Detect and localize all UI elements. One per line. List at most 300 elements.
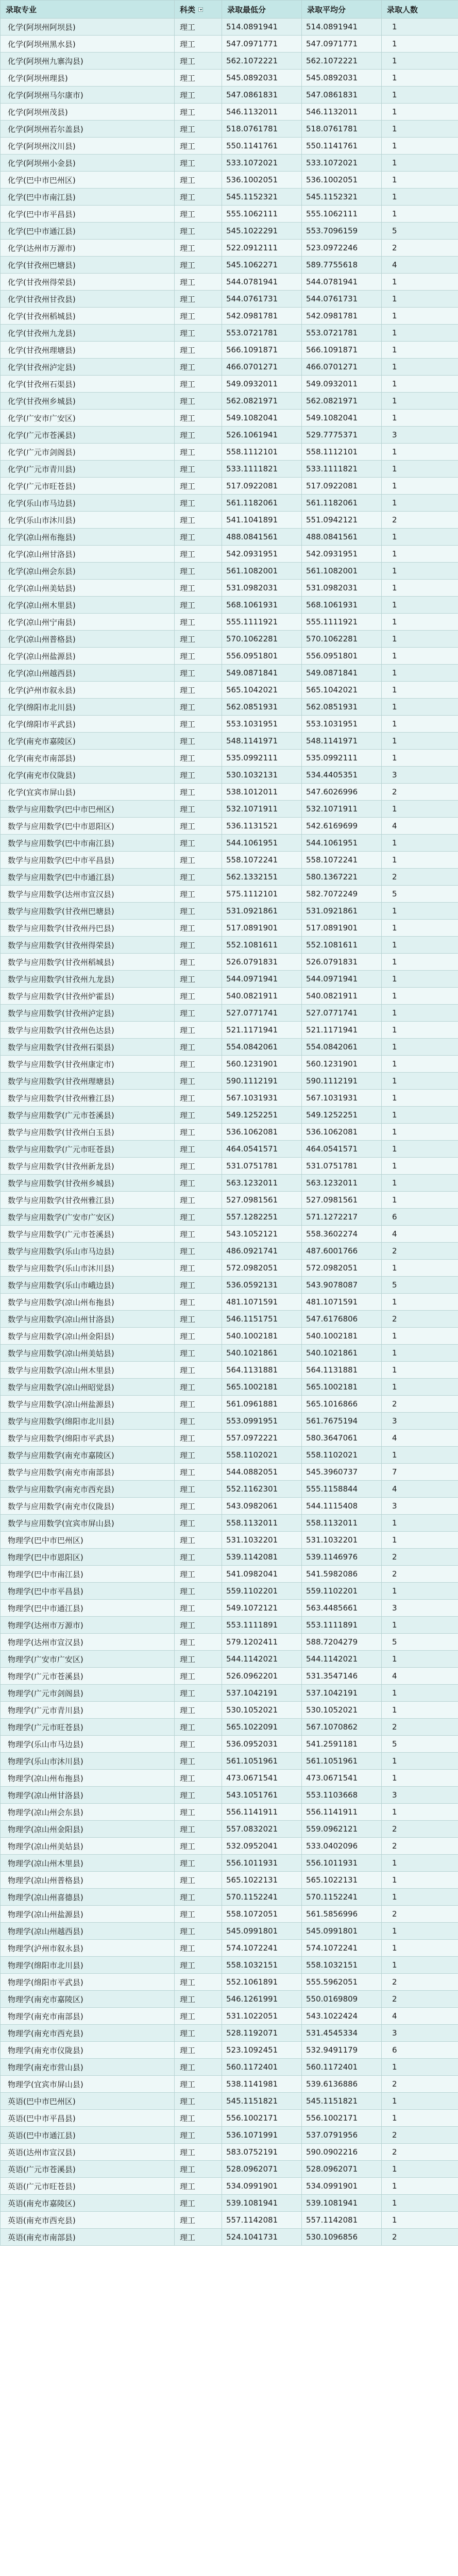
cell-subject[interactable]: 理工 [175, 665, 222, 682]
cell-major[interactable]: 物理学(凉山州越西县) [1, 1923, 175, 1940]
cell-avg-score[interactable]: 523.0972246 [302, 240, 382, 257]
cell-major[interactable]: 数学与应用数学(甘孜州理塘县) [1, 1073, 175, 1090]
header-min-score[interactable]: 录取最低分 [222, 1, 302, 19]
cell-avg-score[interactable]: 541.2591181 [302, 1736, 382, 1753]
table-row[interactable] [1, 784, 458, 801]
table-row[interactable] [1, 325, 458, 342]
table-row[interactable] [1, 1906, 458, 1923]
cell-major[interactable]: 化学(达州市万源市) [1, 240, 175, 257]
cell-min-score[interactable]: 531.1032201 [222, 1532, 302, 1549]
table-row[interactable] [1, 1073, 458, 1090]
cell-count[interactable]: 2 [382, 2144, 458, 2161]
table-row[interactable] [1, 1583, 458, 1600]
cell-subject[interactable]: 理工 [175, 563, 222, 580]
cell-min-score[interactable]: 565.1022091 [222, 1719, 302, 1736]
cell-count[interactable]: 1 [382, 53, 458, 70]
cell-avg-score[interactable]: 532.1071911 [302, 801, 382, 818]
cell-min-score[interactable]: 533.1111821 [222, 461, 302, 478]
table-row[interactable] [1, 937, 458, 954]
cell-avg-score[interactable]: 555.5962051 [302, 1974, 382, 1991]
cell-avg-score[interactable]: 534.4405351 [302, 767, 382, 784]
cell-subject[interactable]: 理工 [175, 1328, 222, 1345]
cell-subject[interactable]: 理工 [175, 1685, 222, 1702]
cell-count[interactable]: 1 [382, 121, 458, 138]
cell-subject[interactable]: 理工 [175, 257, 222, 274]
cell-avg-score[interactable]: 554.0842061 [302, 1039, 382, 1056]
cell-min-score[interactable]: 488.0841561 [222, 529, 302, 546]
cell-major[interactable]: 化学(凉山州布拖县) [1, 529, 175, 546]
cell-count[interactable]: 1 [382, 1957, 458, 1974]
cell-count[interactable]: 1 [382, 971, 458, 988]
cell-min-score[interactable]: 561.0961881 [222, 1396, 302, 1413]
cell-subject[interactable]: 理工 [175, 1481, 222, 1498]
cell-count[interactable]: 1 [382, 597, 458, 614]
cell-major[interactable]: 数学与应用数学(凉山州昭觉县) [1, 1379, 175, 1396]
table-row[interactable] [1, 580, 458, 597]
cell-count[interactable]: 1 [382, 682, 458, 699]
cell-min-score[interactable]: 564.1131881 [222, 1362, 302, 1379]
table-row[interactable] [1, 512, 458, 529]
cell-major[interactable]: 物理学(凉山州布拖县) [1, 1770, 175, 1787]
table-row[interactable] [1, 1685, 458, 1702]
cell-avg-score[interactable]: 542.6169699 [302, 818, 382, 835]
cell-major[interactable]: 英语(广元市苍溪县) [1, 2161, 175, 2178]
cell-count[interactable]: 1 [382, 359, 458, 376]
cell-min-score[interactable]: 542.0981781 [222, 308, 302, 325]
cell-avg-score[interactable]: 555.1158844 [302, 1481, 382, 1498]
cell-min-score[interactable]: 518.0761781 [222, 121, 302, 138]
cell-major[interactable]: 物理学(南充市南部县) [1, 2008, 175, 2025]
cell-count[interactable]: 5 [382, 1634, 458, 1651]
cell-min-score[interactable]: 531.1022051 [222, 2008, 302, 2025]
cell-min-score[interactable]: 546.1132011 [222, 104, 302, 121]
cell-min-score[interactable]: 544.0882051 [222, 1464, 302, 1481]
table-row[interactable] [1, 1719, 458, 1736]
cell-major[interactable]: 化学(阿坝州黑水县) [1, 36, 175, 53]
cell-major[interactable]: 数学与应用数学(甘孜州九龙县) [1, 971, 175, 988]
table-row[interactable] [1, 427, 458, 444]
cell-min-score[interactable]: 549.1082041 [222, 410, 302, 427]
cell-avg-score[interactable]: 556.1002171 [302, 2110, 382, 2127]
cell-avg-score[interactable]: 558.1112101 [302, 444, 382, 461]
table-row[interactable] [1, 2178, 458, 2195]
cell-min-score[interactable]: 558.1032151 [222, 1957, 302, 1974]
cell-avg-score[interactable]: 514.0891941 [302, 19, 382, 36]
cell-subject[interactable]: 理工 [175, 1515, 222, 1532]
table-row[interactable] [1, 1549, 458, 1566]
table-row[interactable] [1, 2229, 458, 2246]
cell-subject[interactable]: 理工 [175, 1906, 222, 1923]
cell-major[interactable]: 物理学(巴中市恩阳区) [1, 1549, 175, 1566]
cell-avg-score[interactable]: 533.0402096 [302, 1838, 382, 1855]
table-row[interactable] [1, 444, 458, 461]
cell-avg-score[interactable]: 531.0751781 [302, 1158, 382, 1175]
cell-min-score[interactable]: 536.1071991 [222, 2127, 302, 2144]
cell-major[interactable]: 化学(南充市南部县) [1, 750, 175, 767]
cell-count[interactable]: 1 [382, 461, 458, 478]
cell-count[interactable]: 2 [382, 512, 458, 529]
cell-avg-score[interactable]: 549.1252251 [302, 1107, 382, 1124]
cell-min-score[interactable]: 523.1092451 [222, 2042, 302, 2059]
table-row[interactable] [1, 1974, 458, 1991]
cell-count[interactable]: 1 [382, 2110, 458, 2127]
cell-subject[interactable]: 理工 [175, 1226, 222, 1243]
cell-count[interactable]: 1 [382, 342, 458, 359]
cell-count[interactable]: 3 [382, 1498, 458, 1515]
cell-major[interactable]: 英语(南充市西充县) [1, 2212, 175, 2229]
cell-avg-score[interactable]: 571.1272217 [302, 1209, 382, 1226]
cell-subject[interactable]: 理工 [175, 121, 222, 138]
cell-count[interactable]: 1 [382, 2212, 458, 2229]
table-row[interactable] [1, 138, 458, 155]
cell-subject[interactable]: 理工 [175, 2161, 222, 2178]
table-row[interactable] [1, 53, 458, 70]
table-row[interactable] [1, 1430, 458, 1447]
cell-avg-score[interactable]: 533.1111821 [302, 461, 382, 478]
cell-subject[interactable]: 理工 [175, 546, 222, 563]
cell-major[interactable]: 数学与应用数学(巴中市南江县) [1, 835, 175, 852]
cell-count[interactable]: 7 [382, 1464, 458, 1481]
cell-avg-score[interactable]: 561.1082001 [302, 563, 382, 580]
cell-major[interactable]: 数学与应用数学(凉山州金阳县) [1, 1328, 175, 1345]
cell-count[interactable]: 1 [382, 716, 458, 733]
cell-count[interactable]: 2 [382, 1838, 458, 1855]
table-row[interactable] [1, 1668, 458, 1685]
cell-count[interactable]: 1 [382, 801, 458, 818]
table-row[interactable] [1, 1532, 458, 1549]
cell-avg-score[interactable]: 521.1171941 [302, 1022, 382, 1039]
cell-avg-score[interactable]: 558.3602274 [302, 1226, 382, 1243]
cell-count[interactable]: 3 [382, 2025, 458, 2042]
cell-count[interactable]: 1 [382, 1617, 458, 1634]
cell-avg-score[interactable]: 535.0992111 [302, 750, 382, 767]
cell-min-score[interactable]: 531.0921861 [222, 903, 302, 920]
cell-avg-score[interactable]: 534.0991901 [302, 2178, 382, 2195]
cell-subject[interactable]: 理工 [175, 1702, 222, 1719]
cell-count[interactable]: 6 [382, 2042, 458, 2059]
cell-avg-score[interactable]: 562.0821971 [302, 393, 382, 410]
cell-count[interactable]: 2 [382, 1974, 458, 1991]
cell-count[interactable]: 5 [382, 223, 458, 240]
table-row[interactable] [1, 1039, 458, 1056]
table-row[interactable] [1, 818, 458, 835]
cell-major[interactable]: 数学与应用数学(凉山州甘洛县) [1, 1311, 175, 1328]
cell-count[interactable]: 1 [382, 1362, 458, 1379]
cell-min-score[interactable]: 539.1081941 [222, 2195, 302, 2212]
cell-major[interactable]: 物理学(宜宾市屏山县) [1, 2076, 175, 2093]
cell-avg-score[interactable]: 549.0932011 [302, 376, 382, 393]
cell-count[interactable]: 1 [382, 699, 458, 716]
cell-avg-score[interactable]: 487.6001766 [302, 1243, 382, 1260]
cell-min-score[interactable]: 543.1051761 [222, 1787, 302, 1804]
cell-avg-score[interactable]: 545.0892031 [302, 70, 382, 87]
cell-min-score[interactable]: 556.1141911 [222, 1804, 302, 1821]
cell-min-score[interactable]: 540.0821911 [222, 988, 302, 1005]
cell-avg-score[interactable]: 561.5856996 [302, 1906, 382, 1923]
cell-avg-score[interactable]: 517.0891901 [302, 920, 382, 937]
cell-subject[interactable]: 理工 [175, 342, 222, 359]
cell-subject[interactable]: 理工 [175, 852, 222, 869]
cell-avg-score[interactable]: 565.1042021 [302, 682, 382, 699]
cell-subject[interactable]: 理工 [175, 495, 222, 512]
cell-count[interactable]: 1 [382, 563, 458, 580]
cell-min-score[interactable]: 572.0982051 [222, 1260, 302, 1277]
cell-major[interactable]: 数学与应用数学(甘孜州石渠县) [1, 1039, 175, 1056]
table-row[interactable] [1, 1957, 458, 1974]
cell-major[interactable]: 物理学(巴中市平昌县) [1, 1583, 175, 1600]
cell-min-score[interactable]: 570.1062281 [222, 631, 302, 648]
cell-min-score[interactable]: 565.1022131 [222, 1872, 302, 1889]
cell-avg-score[interactable]: 464.0541571 [302, 1141, 382, 1158]
cell-major[interactable]: 化学(凉山州普格县) [1, 631, 175, 648]
table-row[interactable] [1, 2076, 458, 2093]
cell-min-score[interactable]: 517.0922081 [222, 478, 302, 495]
cell-count[interactable]: 2 [382, 1991, 458, 2008]
cell-subject[interactable]: 理工 [175, 1039, 222, 1056]
cell-subject[interactable]: 理工 [175, 1770, 222, 1787]
cell-count[interactable]: 1 [382, 2093, 458, 2110]
cell-count[interactable]: 1 [382, 937, 458, 954]
cell-subject[interactable]: 理工 [175, 1583, 222, 1600]
table-row[interactable] [1, 1600, 458, 1617]
cell-subject[interactable]: 理工 [175, 1838, 222, 1855]
cell-count[interactable]: 1 [382, 325, 458, 342]
cell-avg-score[interactable]: 537.1042191 [302, 1685, 382, 1702]
cell-major[interactable]: 化学(巴中市巴州区) [1, 172, 175, 189]
cell-count[interactable]: 1 [382, 410, 458, 427]
cell-major[interactable]: 数学与应用数学(巴中市平昌县) [1, 852, 175, 869]
cell-subject[interactable]: 理工 [175, 886, 222, 903]
cell-major[interactable]: 数学与应用数学(广安市广安区) [1, 1209, 175, 1226]
cell-min-score[interactable]: 530.1052021 [222, 1702, 302, 1719]
cell-avg-score[interactable]: 563.4485661 [302, 1600, 382, 1617]
cell-min-score[interactable]: 553.0991951 [222, 1413, 302, 1430]
cell-avg-score[interactable]: 553.0721781 [302, 325, 382, 342]
cell-subject[interactable]: 理工 [175, 359, 222, 376]
cell-avg-score[interactable]: 473.0671541 [302, 1770, 382, 1787]
cell-avg-score[interactable]: 589.7755618 [302, 257, 382, 274]
cell-major[interactable]: 物理学(凉山州金阳县) [1, 1821, 175, 1838]
cell-avg-score[interactable]: 518.0761781 [302, 121, 382, 138]
table-row[interactable] [1, 546, 458, 563]
cell-min-score[interactable]: 557.1142081 [222, 2212, 302, 2229]
cell-subject[interactable]: 理工 [175, 1022, 222, 1039]
cell-count[interactable]: 1 [382, 1124, 458, 1141]
cell-min-score[interactable]: 524.1041731 [222, 2229, 302, 2246]
cell-avg-score[interactable]: 550.1141761 [302, 138, 382, 155]
cell-subject[interactable]: 理工 [175, 1957, 222, 1974]
cell-subject[interactable]: 理工 [175, 1736, 222, 1753]
table-row[interactable] [1, 750, 458, 767]
cell-avg-score[interactable]: 547.6176806 [302, 1311, 382, 1328]
cell-major[interactable]: 数学与应用数学(广元市苍溪县) [1, 1226, 175, 1243]
cell-subject[interactable]: 理工 [175, 1668, 222, 1685]
cell-avg-score[interactable]: 540.1002181 [302, 1328, 382, 1345]
table-row[interactable] [1, 2144, 458, 2161]
cell-count[interactable]: 4 [382, 1430, 458, 1447]
cell-subject[interactable]: 理工 [175, 1005, 222, 1022]
cell-subject[interactable]: 理工 [175, 733, 222, 750]
table-row[interactable] [1, 1362, 458, 1379]
cell-count[interactable]: 3 [382, 1413, 458, 1430]
cell-major[interactable]: 化学(凉山州美姑县) [1, 580, 175, 597]
cell-major[interactable]: 物理学(凉山州普格县) [1, 1872, 175, 1889]
cell-subject[interactable]: 理工 [175, 750, 222, 767]
cell-major[interactable]: 数学与应用数学(凉山州盐源县) [1, 1396, 175, 1413]
cell-avg-score[interactable]: 582.7072249 [302, 886, 382, 903]
cell-major[interactable]: 英语(达州市宣汉县) [1, 2144, 175, 2161]
cell-major[interactable]: 化学(广安市广安区) [1, 410, 175, 427]
cell-count[interactable]: 4 [382, 1226, 458, 1243]
cell-count[interactable]: 2 [382, 1719, 458, 1736]
cell-avg-score[interactable]: 574.1072241 [302, 1940, 382, 1957]
cell-subject[interactable]: 理工 [175, 614, 222, 631]
cell-subject[interactable]: 理工 [175, 1855, 222, 1872]
cell-min-score[interactable]: 548.1141971 [222, 733, 302, 750]
cell-min-score[interactable]: 544.0781941 [222, 274, 302, 291]
cell-major[interactable]: 化学(广元市剑阁县) [1, 444, 175, 461]
cell-min-score[interactable]: 557.0832021 [222, 1821, 302, 1838]
cell-count[interactable]: 4 [382, 1668, 458, 1685]
cell-avg-score[interactable]: 532.9491179 [302, 2042, 382, 2059]
table-row[interactable] [1, 291, 458, 308]
cell-subject[interactable]: 理工 [175, 240, 222, 257]
cell-subject[interactable]: 理工 [175, 954, 222, 971]
cell-major[interactable]: 化学(阿坝州汶川县) [1, 138, 175, 155]
cell-count[interactable]: 1 [382, 2161, 458, 2178]
cell-subject[interactable]: 理工 [175, 801, 222, 818]
cell-subject[interactable]: 理工 [175, 1362, 222, 1379]
cell-major[interactable]: 物理学(泸州市叙永县) [1, 1940, 175, 1957]
cell-count[interactable]: 2 [382, 1396, 458, 1413]
cell-min-score[interactable]: 549.0932011 [222, 376, 302, 393]
cell-major[interactable]: 数学与应用数学(广元市苍溪县) [1, 1107, 175, 1124]
cell-major[interactable]: 物理学(达州市万源市) [1, 1617, 175, 1634]
table-row[interactable] [1, 1328, 458, 1345]
cell-count[interactable]: 1 [382, 1447, 458, 1464]
filter-dropdown-icon[interactable] [198, 7, 203, 12]
cell-major[interactable]: 物理学(凉山州美姑县) [1, 1838, 175, 1855]
cell-count[interactable]: 1 [382, 1192, 458, 1209]
table-row[interactable] [1, 1498, 458, 1515]
cell-major[interactable]: 数学与应用数学(绵阳市平武县) [1, 1430, 175, 1447]
cell-subject[interactable]: 理工 [175, 189, 222, 206]
cell-min-score[interactable]: 545.0892031 [222, 70, 302, 87]
cell-major[interactable]: 化学(凉山州会东县) [1, 563, 175, 580]
cell-avg-score[interactable]: 551.0942121 [302, 512, 382, 529]
cell-count[interactable]: 1 [382, 1770, 458, 1787]
cell-subject[interactable]: 理工 [175, 580, 222, 597]
cell-count[interactable]: 2 [382, 869, 458, 886]
cell-min-score[interactable]: 481.1071591 [222, 1294, 302, 1311]
cell-avg-score[interactable]: 555.1111921 [302, 614, 382, 631]
table-row[interactable] [1, 172, 458, 189]
table-row[interactable] [1, 1413, 458, 1430]
cell-major[interactable]: 数学与应用数学(凉山州美姑县) [1, 1345, 175, 1362]
cell-min-score[interactable]: 560.1172401 [222, 2059, 302, 2076]
cell-subject[interactable]: 理工 [175, 393, 222, 410]
cell-subject[interactable]: 理工 [175, 818, 222, 835]
cell-subject[interactable]: 理工 [175, 1073, 222, 1090]
cell-major[interactable]: 化学(乐山市沐川县) [1, 512, 175, 529]
table-row[interactable] [1, 2025, 458, 2042]
table-row[interactable] [1, 801, 458, 818]
cell-major[interactable]: 化学(阿坝州理县) [1, 70, 175, 87]
cell-count[interactable]: 1 [382, 1294, 458, 1311]
cell-min-score[interactable]: 562.0851931 [222, 699, 302, 716]
cell-count[interactable]: 1 [382, 733, 458, 750]
cell-count[interactable]: 1 [382, 1923, 458, 1940]
cell-subject[interactable]: 理工 [175, 1175, 222, 1192]
table-row[interactable] [1, 835, 458, 852]
table-row[interactable] [1, 1243, 458, 1260]
cell-avg-score[interactable]: 558.1132011 [302, 1515, 382, 1532]
cell-subject[interactable]: 理工 [175, 1430, 222, 1447]
cell-subject[interactable]: 理工 [175, 1260, 222, 1277]
cell-subject[interactable]: 理工 [175, 1753, 222, 1770]
cell-min-score[interactable]: 565.1002181 [222, 1379, 302, 1396]
cell-avg-score[interactable]: 553.1103668 [302, 1787, 382, 1804]
cell-min-score[interactable]: 557.0972221 [222, 1430, 302, 1447]
cell-subject[interactable]: 理工 [175, 1821, 222, 1838]
cell-count[interactable]: 1 [382, 648, 458, 665]
cell-major[interactable]: 数学与应用数学(甘孜州稻城县) [1, 954, 175, 971]
cell-major[interactable]: 数学与应用数学(绵阳市北川县) [1, 1413, 175, 1430]
cell-major[interactable]: 物理学(巴中市通江县) [1, 1600, 175, 1617]
cell-subject[interactable]: 理工 [175, 1549, 222, 1566]
cell-count[interactable]: 1 [382, 189, 458, 206]
cell-subject[interactable]: 理工 [175, 1923, 222, 1940]
cell-major[interactable]: 化学(泸州市叙永县) [1, 682, 175, 699]
cell-subject[interactable]: 理工 [175, 308, 222, 325]
cell-min-score[interactable]: 554.0842061 [222, 1039, 302, 1056]
cell-subject[interactable]: 理工 [175, 631, 222, 648]
cell-count[interactable]: 1 [382, 495, 458, 512]
cell-count[interactable]: 1 [382, 1583, 458, 1600]
cell-min-score[interactable]: 526.0791831 [222, 954, 302, 971]
table-row[interactable] [1, 665, 458, 682]
cell-min-score[interactable]: 574.1072241 [222, 1940, 302, 1957]
cell-major[interactable]: 化学(甘孜州得荣县) [1, 274, 175, 291]
table-row[interactable] [1, 1226, 458, 1243]
table-row[interactable] [1, 920, 458, 937]
cell-subject[interactable]: 理工 [175, 1872, 222, 1889]
cell-min-score[interactable]: 550.1141761 [222, 138, 302, 155]
cell-major[interactable]: 数学与应用数学(南充市仪陇县) [1, 1498, 175, 1515]
cell-subject[interactable]: 理工 [175, 19, 222, 36]
table-row[interactable] [1, 70, 458, 87]
cell-major[interactable]: 物理学(绵阳市北川县) [1, 1957, 175, 1974]
cell-major[interactable]: 化学(甘孜州石渠县) [1, 376, 175, 393]
cell-major[interactable]: 化学(凉山州甘洛县) [1, 546, 175, 563]
cell-major[interactable]: 化学(甘孜州九龙县) [1, 325, 175, 342]
cell-count[interactable]: 3 [382, 1787, 458, 1804]
cell-avg-score[interactable]: 541.5982086 [302, 1566, 382, 1583]
cell-avg-score[interactable]: 536.1002051 [302, 172, 382, 189]
cell-min-score[interactable]: 466.0701271 [222, 359, 302, 376]
table-row[interactable] [1, 648, 458, 665]
cell-min-score[interactable]: 558.1102021 [222, 1447, 302, 1464]
cell-count[interactable]: 1 [382, 1804, 458, 1821]
cell-avg-score[interactable]: 553.1111891 [302, 1617, 382, 1634]
cell-major[interactable]: 物理学(乐山市马边县) [1, 1736, 175, 1753]
cell-major[interactable]: 数学与应用数学(宜宾市屏山县) [1, 1515, 175, 1532]
cell-min-score[interactable]: 547.0971771 [222, 36, 302, 53]
cell-major[interactable]: 数学与应用数学(甘孜州泸定县) [1, 1005, 175, 1022]
table-row[interactable] [1, 1158, 458, 1175]
header-count[interactable]: 录取人数 [382, 1, 458, 19]
cell-subject[interactable]: 理工 [175, 410, 222, 427]
